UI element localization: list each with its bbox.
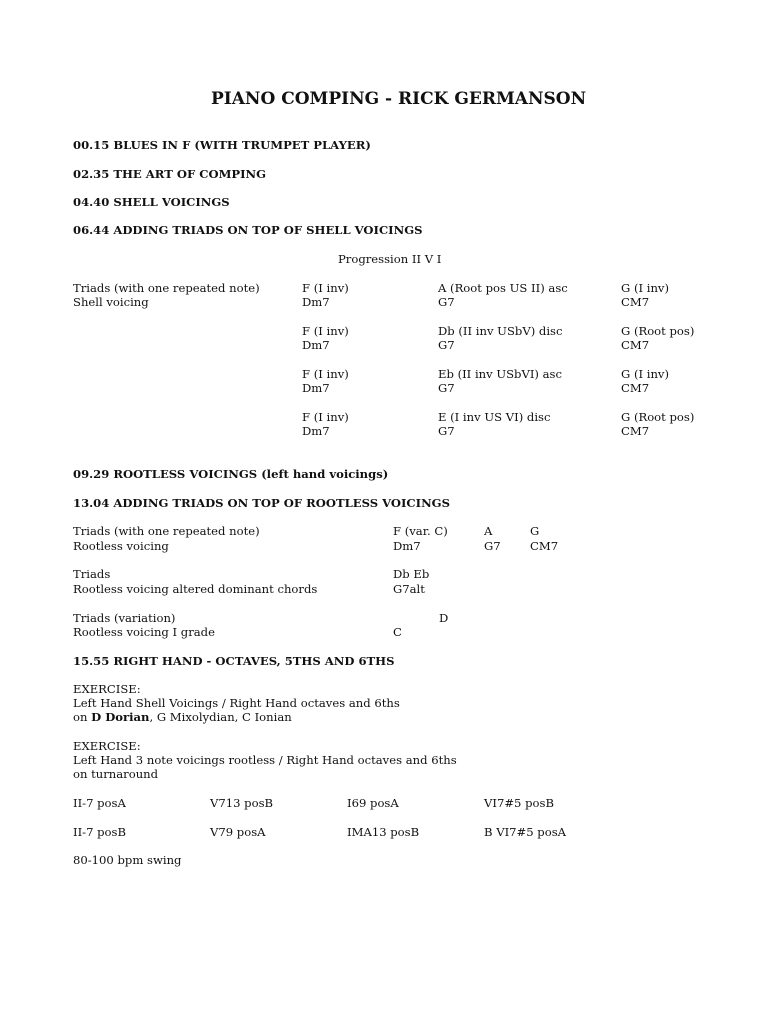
rootless-label: Rootless voicing I grade: [73, 625, 215, 639]
rootless-cell: A: [484, 524, 493, 538]
section-triads-rootless: 13.04 ADDING TRIADS ON TOP OF ROOTLESS VOICINGS: [73, 496, 450, 510]
shell-cell: Dm7: [302, 338, 330, 352]
voicing-cell: B VI7#5 posA: [484, 825, 567, 839]
voicing-cell: VI7#5 posB: [484, 796, 554, 810]
shell-cell: G7: [438, 381, 455, 395]
shell-cell: A (Root pos US II) asc: [438, 281, 568, 295]
exercise-heading: EXERCISE:: [73, 682, 141, 696]
shell-cell: F (I inv): [302, 367, 349, 381]
section-triads-shell: 06.44 ADDING TRIADS ON TOP OF SHELL VOICINGS: [73, 223, 423, 237]
exercise-heading: EXERCISE:: [73, 739, 141, 753]
exercise-line: [73, 710, 292, 724]
section-rootless-voicings: 09.29 ROOTLESS VOICINGS (left hand voicings): [73, 467, 389, 481]
section-shell-voicings: 04.40 SHELL VOICINGS: [73, 195, 230, 209]
shell-cell: Db (II inv USbV) disc: [438, 324, 563, 338]
voicing-cell: I69 posA: [347, 796, 399, 810]
rootless-cell: CM7: [530, 539, 559, 553]
exercise-line: Left Hand 3 note voicings rootless / Right Hand octaves and 6ths: [73, 753, 457, 767]
voicing-cell: IMA13 posB: [347, 825, 420, 839]
shell-cell: G (Root pos): [621, 410, 695, 424]
shell-cell: Dm7: [302, 381, 330, 395]
rootless-cell: F (var. C): [393, 524, 448, 538]
page-title: PIANO COMPING - RICK GERMANSON: [211, 89, 587, 109]
shell-cell: Dm7: [302, 424, 330, 438]
shell-cell: F (I inv): [302, 410, 349, 424]
rootless-label: Triads: [73, 567, 111, 581]
rootless-cell: C: [393, 625, 402, 639]
tempo-note: 80-100 bpm swing: [73, 853, 182, 867]
shell-cell: Eb (II inv USbVI) asc: [438, 367, 562, 381]
rootless-label: Rootless voicing: [73, 539, 169, 553]
section-blues-in-f: 00.15 BLUES IN F (WITH TRUMPET PLAYER): [73, 138, 371, 152]
exercise-mode-d-dorian: D Dorian: [91, 710, 150, 724]
rootless-cell: D: [439, 611, 449, 625]
shell-cell: CM7: [621, 338, 650, 352]
shell-cell: CM7: [621, 424, 650, 438]
rootless-cell: G: [530, 524, 540, 538]
shell-cell: G7: [438, 338, 455, 352]
shell-cell: F (I inv): [302, 324, 349, 338]
shell-cell: G (I inv): [621, 281, 669, 295]
shell-cell: G (I inv): [621, 367, 669, 381]
section-art-of-comping: 02.35 THE ART OF COMPING: [73, 167, 267, 181]
exercise-line-rest: , G Mixolydian, C Ionian: [149, 710, 292, 724]
rootless-cell: Db Eb: [393, 567, 430, 581]
voicing-cell: II-7 posB: [73, 825, 127, 839]
voicing-cell: V713 posB: [210, 796, 274, 810]
voicing-cell: II-7 posA: [73, 796, 126, 810]
shell-cell: G7: [438, 295, 455, 309]
section-right-hand: 15.55 RIGHT HAND - OCTAVES, 5THS AND 6THS: [73, 654, 395, 668]
voicing-cell: V79 posA: [210, 825, 266, 839]
row-label-shell-voicing: Shell voicing: [73, 295, 149, 309]
shell-cell: CM7: [621, 295, 650, 309]
exercise-line-prefix: on: [73, 710, 92, 724]
rootless-label: Triads (variation): [73, 611, 176, 625]
shell-cell: G7: [438, 424, 455, 438]
rootless-cell: G7: [484, 539, 501, 553]
shell-cell: CM7: [621, 381, 650, 395]
rootless-label: Rootless voicing altered dominant chords: [73, 582, 318, 596]
shell-cell: Dm7: [302, 295, 330, 309]
rootless-label: Triads (with one repeated note): [73, 524, 260, 538]
rootless-cell: Dm7: [393, 539, 421, 553]
row-label-triads: Triads (with one repeated note): [73, 281, 260, 295]
exercise-line: Left Hand Shell Voicings / Right Hand octaves and 6ths: [73, 696, 400, 710]
shell-cell: E (I inv US VI) disc: [438, 410, 551, 424]
progression-label: Progression II V I: [338, 252, 442, 266]
rootless-cell: G7alt: [393, 582, 425, 596]
shell-cell: F (I inv): [302, 281, 349, 295]
shell-cell: G (Root pos): [621, 324, 695, 338]
exercise-line: on turnaround: [73, 767, 159, 781]
